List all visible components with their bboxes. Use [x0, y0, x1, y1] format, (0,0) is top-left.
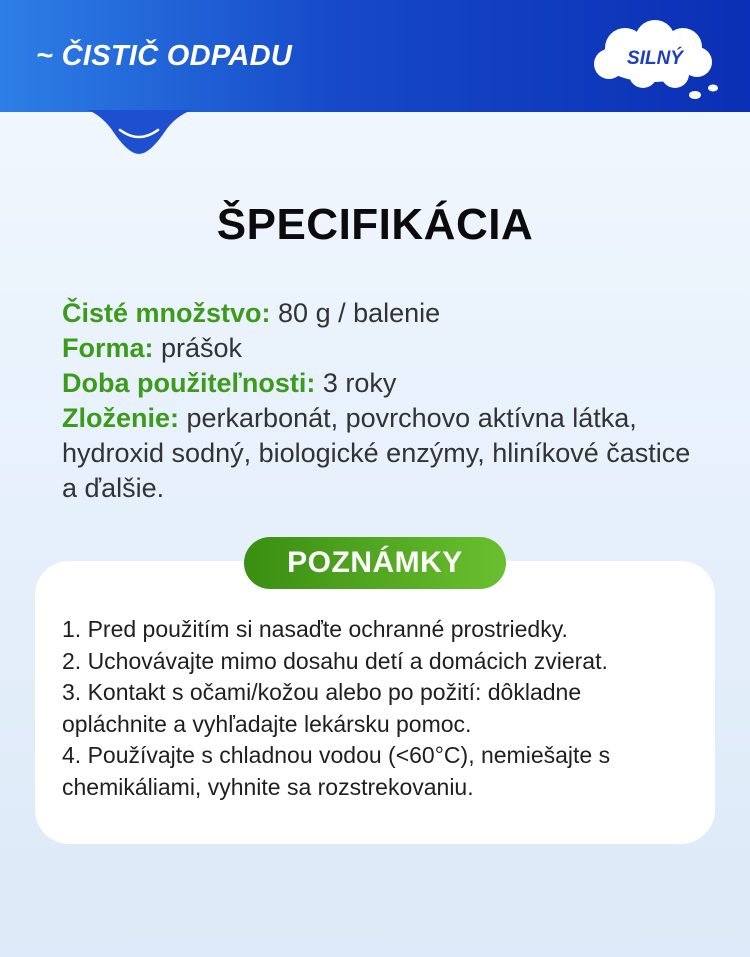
spec-title: ŠPECIFIKÁCIA — [216, 200, 534, 249]
spec-value: 3 roky — [315, 368, 397, 398]
spec-item-composition — [62, 401, 702, 506]
list-item: 1. Pred použitím si nasaďte ochranné prostriedky. — [62, 616, 568, 642]
spec-item-form — [62, 331, 702, 366]
spec-item-net-amount — [62, 296, 702, 331]
header-notch — [0, 110, 750, 160]
strength-badge — [585, 20, 725, 105]
spec-item-shelf-life — [62, 366, 702, 401]
spec-label: Čisté množstvo: — [62, 298, 271, 328]
list-item: 4. Používajte s chladnou vodou (<60°C), nemiešajte s chemikáliami, vyhnite sa rozstrekovaniu. — [62, 742, 611, 800]
list-item: 3. Kontakt s očami/kožou alebo po požití: dôkladne opláchnite a vyhľadajte lekársku pomoc. — [62, 679, 582, 737]
product-title: ~ ČISTIČ ODPADU — [36, 40, 293, 72]
spec-label: Doba použiteľnosti: — [62, 368, 316, 398]
spec-value: prášok — [153, 333, 243, 363]
spec-label: Zloženie: — [62, 403, 180, 433]
list-item: 2. Uchovávajte mimo dosahu detí a domácich zvierat. — [62, 647, 608, 674]
spec-value: 80 g / balenie — [270, 298, 441, 328]
spec-label: Forma: — [62, 333, 154, 363]
spec-value: perkarbonát, povrchovo aktívna látka, hydroxid sodný, biologické enzýmy, hliníkové častice a ďalšie. — [62, 403, 691, 503]
badge-label: SILNÝ — [627, 48, 683, 69]
notes-title: POZNÁMKY — [244, 537, 506, 589]
notes-list — [62, 614, 692, 803]
spec-list — [62, 296, 702, 506]
